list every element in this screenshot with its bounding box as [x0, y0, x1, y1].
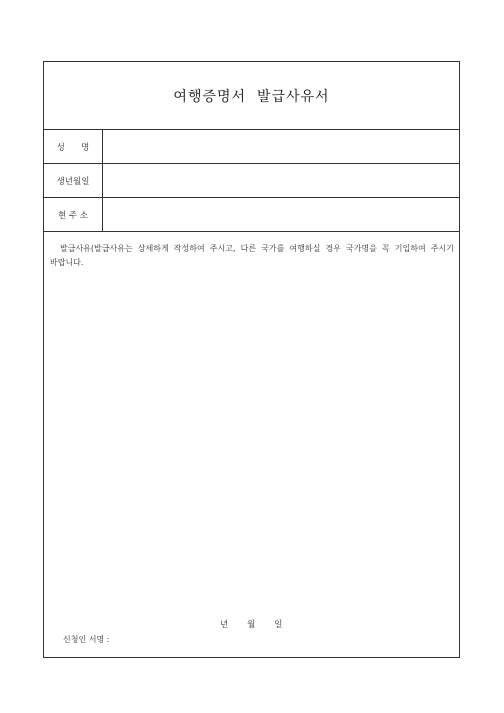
applicant-signature-label: 신청인 서명 : [63, 635, 110, 644]
birthdate-row [44, 164, 459, 198]
address-row [44, 198, 459, 232]
name-label: 성 명 [44, 130, 103, 163]
travel-certificate-reason-form [43, 61, 460, 658]
address-field[interactable] [103, 198, 459, 231]
address-label: 현 주 소 [44, 198, 103, 231]
date-line: 년 월 일 [220, 620, 283, 630]
form-title: 여행증명서 발급사유서 [173, 88, 330, 105]
form-title-row [44, 62, 459, 130]
reason-instruction: 발급사유(발급사유는 상세하게 작성하여 주시고, 다른 국가를 여행하실 경우 국가명을 꼭 기입하여 주시기 바랍니다. [50, 244, 454, 267]
name-row [44, 130, 459, 164]
name-field[interactable] [103, 130, 459, 163]
birthdate-label: 생년월일 [44, 164, 103, 197]
birthdate-field[interactable] [103, 164, 459, 197]
